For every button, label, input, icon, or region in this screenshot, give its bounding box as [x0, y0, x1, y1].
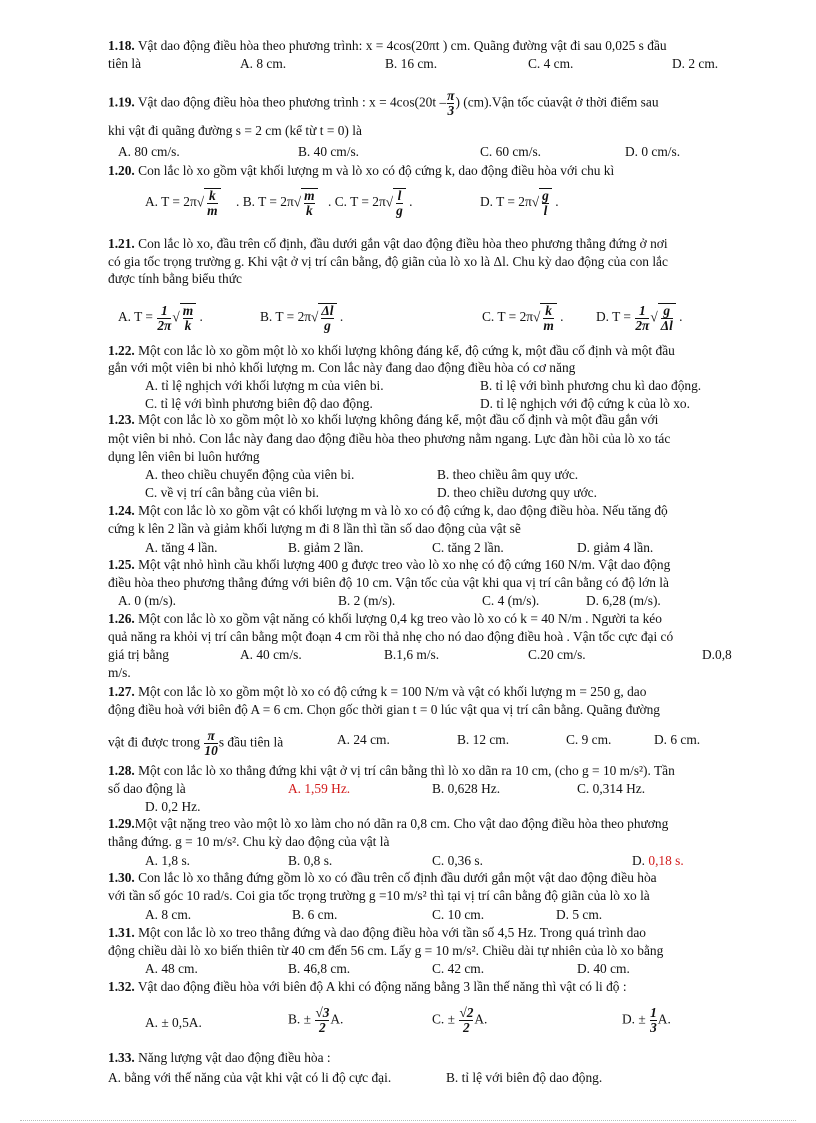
option-b: B. giảm 2 lần.	[288, 540, 364, 555]
punctuation: .	[555, 194, 559, 210]
numerator: π	[207, 728, 215, 743]
denominator: 3	[650, 1020, 657, 1035]
numerator: 1	[638, 302, 646, 318]
option-b: B. T = 2π√ $\frac{\Delta l}{g}$ .	[260, 303, 344, 333]
fraction	[157, 304, 171, 333]
numerator: 1	[160, 302, 168, 318]
question-1-30	[108, 869, 657, 886]
option-b-label: B. ±	[288, 1011, 311, 1027]
option-a: A. tỉ lệ nghịch với khối lượng m của viên bi.	[145, 378, 384, 393]
question-number: 1.30.	[108, 870, 135, 885]
option-b: B. tỉ lệ với biên độ dao động.	[446, 1070, 603, 1085]
question-1-23	[108, 411, 658, 428]
numerator: √3	[315, 1005, 330, 1020]
option-a: A. 8 cm.	[240, 56, 287, 71]
option-b: B. 0,8 s.	[288, 853, 333, 868]
question-number: 1.27.	[108, 684, 135, 699]
question-text-cont: số dao động là	[108, 781, 186, 796]
option-d-label: D. ±	[622, 1011, 646, 1027]
option-a	[145, 188, 221, 218]
denominator: k	[305, 203, 313, 218]
option-c: C. tỉ lệ với bình phương biên độ dao động.	[145, 396, 373, 411]
sqrt-expression: √ $\frac{m}{k}$	[172, 303, 196, 333]
option-d: D. 6,28 (m/s).	[586, 593, 661, 608]
option-d: D. 0 cm/s.	[625, 144, 681, 159]
question-text: Một con lắc lò xo treo thẳng đứng và dao động điều hòa với tần số 4,5 Hz. Trong quá trình dao	[138, 925, 646, 940]
question-text: ) (cm).Vận tốc củavật ở thời điểm sau	[455, 94, 659, 110]
option-d: D.0,8	[702, 647, 732, 662]
question-text: Một con lắc lò xo gồm một lò xo có độ cứng k = 100 N/m và vật có khối lượng m = 250 g, dao	[138, 684, 647, 699]
sqrt-expression: √ $\frac{\Delta l}{g}$	[311, 303, 336, 333]
option-a: A. 48 cm.	[145, 961, 198, 976]
option-d-label: D. T = 2π	[480, 194, 532, 210]
option-d	[480, 188, 559, 218]
option-a: A. 0 (m/s).	[118, 593, 177, 608]
fraction	[447, 89, 454, 118]
question-text: Con lắc lò xo, đầu trên cố định, đầu dưới gắn vật dao động điều hòa theo phương thẳng đứng ở nơi	[138, 236, 668, 251]
question-1-26	[108, 610, 662, 627]
question-1-18	[108, 37, 667, 54]
option-c: C. 60 cm/s.	[480, 144, 542, 159]
question-text: Con lắc lò xo gồm vật khối lượng m và lò xo có độ cứng k, dao động điều hòa với chu kì	[138, 163, 615, 178]
numerator: k	[545, 303, 552, 318]
denominator: l	[543, 203, 548, 218]
option-a: A. 40 cm/s.	[240, 647, 302, 662]
option-c: C. về vị trí cân bằng của viên bi.	[145, 485, 320, 500]
option-b: B. 2 (m/s).	[338, 593, 396, 608]
numerator: m	[304, 188, 315, 203]
numerator: 1	[650, 1005, 657, 1020]
question-number: 1.22.	[108, 343, 135, 358]
question-1-20	[108, 162, 614, 179]
question-text-cont: động điều hoà với biên độ A = 6 cm. Chọn gốc thời gian t = 0 lúc vật qua vị trí cân bằng. Quãng đường	[108, 702, 660, 717]
option-d: D. 6 cm.	[654, 732, 701, 747]
sqrt-expression: √ $\frac{m}{k}$	[294, 188, 318, 218]
question-1-33	[108, 1049, 331, 1066]
option-b: B. 46,8 cm.	[288, 961, 351, 976]
question-number: 1.33.	[108, 1050, 135, 1065]
option-c-label: . C. T = 2π	[328, 194, 386, 210]
question-text-cont: dụng lên viên bi luôn hướng	[108, 449, 260, 464]
option-c: C. 9 cm.	[566, 732, 612, 747]
question-1-19	[108, 89, 659, 118]
option-c-label: C. T = 2π	[482, 309, 534, 325]
option-d: D. T = $\frac{1}{2\pi}$ √ $\frac{g}{\Delta l}$ .	[596, 302, 683, 333]
fraction	[635, 304, 649, 333]
question-text: Một con lắc lò xo thẳng đứng khi vật ở vị trí cân bằng thì lò xo dãn ra 10 cm, (cho g = 10 m/s²). Tần	[138, 763, 675, 778]
question-number: 1.29.	[108, 816, 135, 831]
denominator: 2	[459, 1020, 473, 1035]
option-c	[328, 188, 413, 218]
question-text-cont: điều hòa theo phương thẳng đứng với biên độ 10 cm. Vận tốc của vật khi qua vị trí cân bằng có độ lớn là	[108, 575, 669, 590]
denominator: 2π	[635, 317, 650, 333]
question-text-cont: quả năng ra khỏi vị trí cân bằng một đoạn 4 cm rồi thả nhẹ cho nó dao động điều hoà . Vận tốc cực đại có	[108, 629, 674, 644]
question-text-cont: tiên là	[108, 56, 142, 71]
option-b: B. 16 cm.	[385, 56, 438, 71]
option-c: C. 4 (m/s).	[482, 593, 540, 608]
question-text: Một vật nặng treo vào một lò xo làm cho nó dãn ra 0,8 cm. Cho vật dao động điều hòa theo phương	[134, 816, 669, 831]
denominator: k	[184, 318, 192, 333]
option-a: A. 8 cm.	[145, 907, 192, 922]
question-1-25	[108, 556, 670, 573]
question-1-31	[108, 924, 646, 941]
option-a: A. ± 0,5A.	[145, 1015, 202, 1030]
sqrt-expression: √ $\frac{l}{g}$	[386, 188, 406, 218]
question-text: Vật dao động điều hòa với biên độ A khi có động năng bằng 3 lần thế năng thì vật có li độ :	[137, 979, 627, 994]
option-b-label: B. T = 2π	[260, 309, 312, 325]
question-text-cont: có gia tốc trọng trường g. Khi vật ở vị trí cân bằng, độ giãn của lò xo là Δl. Chu kỳ dao động của con lắc	[108, 254, 668, 269]
question-number: 1.32.	[108, 979, 135, 994]
numerator: m	[182, 303, 194, 318]
sqrt-expression: √ $\frac{g}{\Delta l}$	[650, 303, 675, 333]
option-a: A. tăng 4 lần.	[145, 540, 218, 555]
question-text-cont	[108, 729, 283, 758]
option-b-suffix: A.	[330, 1011, 344, 1027]
numerator: l	[397, 188, 402, 203]
option-b: B. 40 cm/s.	[298, 144, 360, 159]
option-d: D. tỉ lệ nghịch với độ cứng k của lò xo.	[480, 396, 690, 411]
numerator: Δl	[321, 303, 334, 318]
numerator: √2	[459, 1005, 474, 1020]
numerator: π	[447, 88, 455, 103]
option-d: D. 5 cm.	[556, 907, 603, 922]
question-1-22	[108, 342, 675, 359]
question-number: 1.25.	[108, 557, 135, 572]
sqrt-expression: √ $\frac{g}{l}$	[532, 188, 552, 218]
question-number: 1.18.	[108, 38, 135, 53]
denominator: m	[543, 318, 554, 333]
fraction	[650, 1006, 657, 1035]
question-text-cont: giá trị bằng	[108, 647, 169, 662]
option-c-suffix: A.	[474, 1011, 488, 1027]
option-a: A. theo chiều chuyển động của viên bi.	[145, 467, 355, 482]
option-d: D. giảm 4 lần.	[577, 540, 654, 555]
numerator: k	[208, 188, 216, 203]
option-b-label: . B. T = 2π	[236, 194, 294, 210]
fraction	[315, 1006, 329, 1035]
question-1-24	[108, 502, 668, 519]
question-number: 1.24.	[108, 503, 135, 518]
option-a: A. T = $\frac{1}{2\pi}$ √ $\frac{m}{k}$ .	[118, 302, 203, 333]
option-d-label: D.	[632, 853, 646, 868]
option-d-cont: m/s.	[108, 665, 131, 680]
option-b: B. 12 cm.	[457, 732, 510, 747]
question-text-cont: một viên bi nhỏ. Con lắc này đang dao động điều hòa theo phương nằm ngang. Lực đàn hồi của lò xo tác	[108, 431, 671, 446]
denominator: 2	[315, 1020, 329, 1035]
question-text: Một con lắc lò xo gồm một lò xo khối lượng không đáng kể, độ cứng k, một đầu cố định và một đầu	[138, 343, 675, 358]
question-number: 1.20.	[108, 163, 135, 178]
option-c: C.20 cm/s.	[528, 647, 586, 662]
denominator: 10	[204, 743, 218, 758]
question-text: Một con lắc lò xo gồm một lò xo khối lượng không đáng kể, một đầu cố định và một đầu gắn với	[138, 412, 659, 427]
denominator: 2π	[157, 317, 172, 333]
option-d-label: D. T =	[596, 309, 631, 325]
option-b: B. 0,628 Hz.	[432, 781, 501, 796]
question-number: 1.26.	[108, 611, 135, 626]
question-text: Con lắc lò xo thẳng đứng gồm lò xo có đầu trên cố định đầu dưới gắn một vật dao động điều hòa	[138, 870, 657, 885]
option-b: B. theo chiều âm quy ước.	[437, 467, 579, 482]
option-d: D. 2 cm.	[672, 56, 719, 71]
option-b	[236, 188, 318, 218]
fraction	[204, 729, 217, 758]
option-d-suffix: A.	[657, 1011, 671, 1027]
denominator: Δl	[660, 318, 673, 333]
option-c: C. 42 cm.	[432, 961, 485, 976]
option-b: B. 6 cm.	[292, 907, 338, 922]
question-text-cont: khi vật đi quãng đường s = 2 cm (kể từ t = 0) là	[108, 123, 362, 138]
option-c	[432, 1006, 487, 1035]
question-1-28	[108, 762, 675, 779]
question-number: 1.28.	[108, 763, 135, 778]
option-d	[622, 1006, 671, 1035]
numerator: g	[663, 303, 671, 318]
question-number: 1.23.	[108, 412, 135, 427]
option-c: C. 10 cm.	[432, 907, 485, 922]
option-d: D. theo chiều dương quy ước.	[437, 485, 597, 500]
question-1-29	[108, 815, 668, 832]
question-text: vật đi được trong	[108, 734, 201, 750]
option-c: C. tăng 2 lần.	[432, 540, 504, 555]
question-number: 1.21.	[108, 236, 135, 251]
question-text-cont: với tần số góc 10 rad/s. Coi gia tốc trọng trường g =10 m/s² thì tại vị trí cân bằng độ giãn của lò xo là	[108, 888, 650, 903]
question-text-cont: cứng k lên 2 lần và giảm khối lượng m đi 8 lần thì tần số dao động của vật sẽ	[108, 521, 521, 536]
option-b: B.1,6 m/s.	[384, 647, 440, 662]
question-1-21	[108, 235, 668, 252]
question-text-cont: thẳng đứng. g = 10 m/s². Chu kỳ dao động của vật là	[108, 834, 390, 849]
question-number: 1.31.	[108, 925, 135, 940]
fraction	[459, 1006, 473, 1035]
question-text: Một vật nhỏ hình cầu khối lượng 400 g được treo vào lò xo nhẹ có độ cứng 160 N/m. Vật dao động	[138, 557, 671, 572]
page-bottom-divider	[20, 1120, 796, 1121]
sqrt-expression: √ $\frac{k}{m}$	[197, 188, 221, 218]
option-a: A. 1,59 Hz.	[288, 781, 351, 796]
question-1-32	[108, 978, 627, 995]
question-text-cont: động chiều dài lò xo biến thiên từ 40 cm đến 56 cm. Lấy g = 10 m/s². Chiều dài tự nhiên của lò xo bằng	[108, 943, 664, 958]
option-d	[632, 852, 684, 869]
option-a: A. 80 cm/s.	[118, 144, 180, 159]
question-text-cont: gắn với một viên bi nhỏ khối lượng m. Con lắc này đang dao động điều hòa có cơ năng	[108, 360, 576, 375]
question-number: 1.19.	[108, 94, 135, 110]
question-text: Vật dao động điều hòa theo phương trình: x = 4cos(20πt ) cm. Quãng đường vật đi sau 0,025 s đầu	[137, 38, 667, 53]
option-a: A. 24 cm.	[337, 732, 390, 747]
option-a: A. 1,8 s.	[145, 853, 191, 868]
option-a-label: A. T =	[118, 309, 153, 325]
option-c: C. 0,36 s.	[432, 853, 483, 868]
question-1-27	[108, 683, 646, 700]
denominator: g	[396, 203, 403, 218]
question-text: s đầu tiên là	[218, 734, 284, 750]
option-a: A. bằng với thế năng của vật khi vật có li độ cực đại.	[108, 1070, 392, 1085]
option-c-label: C. ±	[432, 1011, 455, 1027]
punctuation: .	[409, 194, 413, 210]
question-text: Một con lắc lò xo gồm vật có khối lượng m và lò xo có độ cứng k, dao động điều hòa. Nếu tăng độ	[138, 503, 668, 518]
sqrt-expression: √ $\frac{k}{m}$	[533, 303, 557, 333]
option-d: D. 0,2 Hz.	[145, 799, 201, 814]
denominator: m	[207, 203, 218, 218]
denominator: g	[321, 318, 333, 333]
question-text: Năng lượng vật dao động điều hòa :	[138, 1050, 331, 1065]
option-c: C. T = 2π√ $\frac{k}{m}$ .	[482, 303, 564, 333]
option-d-answer: 0,18 s.	[648, 853, 684, 868]
option-d: D. 40 cm.	[577, 961, 630, 976]
denominator: 3	[447, 103, 455, 118]
option-c: C. 0,314 Hz.	[577, 781, 646, 796]
option-c: C. 4 cm.	[528, 56, 574, 71]
option-b	[288, 1006, 343, 1035]
option-b: B. tỉ lệ với bình phương chu kì dao động.	[480, 378, 702, 393]
numerator: g	[542, 188, 549, 203]
question-text: Vật dao động điều hòa theo phương trình : x = 4cos(20t –	[137, 94, 447, 110]
option-a-label: A. T = 2π	[145, 194, 197, 210]
question-text: Một con lắc lò xo gồm vật năng có khối lượng 0,4 kg treo vào lò xo có k = 40 N/m . Người ta kéo	[138, 611, 662, 626]
question-text-cont: được tính bằng biểu thức	[108, 271, 242, 286]
